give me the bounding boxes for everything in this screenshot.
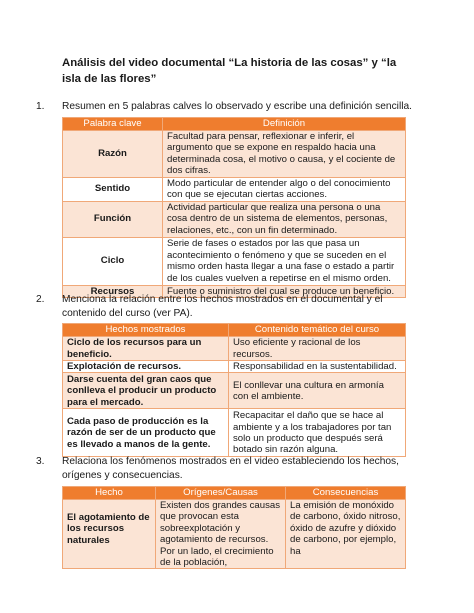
table-row xyxy=(63,500,406,569)
question-2 xyxy=(36,293,383,319)
question-3 xyxy=(36,455,399,481)
question-number: 2. xyxy=(36,294,45,305)
document-title: Análisis del video documental “La historia de las cosas” y “la isla de las flores” xyxy=(62,57,397,85)
column-header: Consecuencias xyxy=(286,487,406,500)
content-cell: Responsabilidad en la sustentabilidad. xyxy=(229,361,406,373)
consequences-cell: La emisión de monóxido de carbono, óxido nitroso, óxido de azufre y dióxido de carbono, por ejemplo, ha xyxy=(286,500,406,569)
keyword-cell: Razón xyxy=(63,131,163,178)
column-header: Definición xyxy=(163,118,406,131)
table-row xyxy=(63,237,406,285)
question-1 xyxy=(36,100,412,114)
question-text: Relaciona los fenómenos mostrados en el video estableciendo los hechos, orígenes y consecuencias. xyxy=(62,456,399,481)
definition-cell: Actividad particular que realiza una persona o una cosa dentro de un sistema de elementos, personas, relaciones, etc., con un fin determinado. xyxy=(163,201,406,237)
definition-cell: Facultad para pensar, reflexionar e inferir, el argumento que se expone en respaldo hacia una determinada cosa, el motivo o causa, y el cociente de dos cifras. xyxy=(163,131,406,178)
keyword-cell: Sentido xyxy=(63,177,163,201)
question-text: Resumen en 5 palabras calves lo observado y escribe una definición sencilla. xyxy=(62,101,412,112)
column-header: Hecho xyxy=(63,487,156,500)
fact-cell: Darse cuenta del gran caos que conlleva el producir un producto para el mercado. xyxy=(63,373,229,409)
fact-cell: El agotamiento de los recursos naturales xyxy=(63,500,156,569)
fact-cell: Cada paso de producción es la razón de ser de un producto que es llevado a manos de la gente. xyxy=(63,409,229,457)
content-cell: Recapacitar el daño que se hace al ambiente y a los trabajadores por tan solo un producto que después será botado sin razón alguna. xyxy=(229,409,406,457)
table-header-row xyxy=(63,118,406,131)
definition-cell: Fuente o suministro del cual se produce un beneficio. xyxy=(163,285,406,297)
question-number: 3. xyxy=(36,456,45,467)
keywords-table xyxy=(62,117,406,298)
table-row xyxy=(63,337,406,361)
content-cell: Uso eficiente y racional de los recursos. xyxy=(229,337,406,361)
table-row xyxy=(63,201,406,237)
column-header: Palabra clave xyxy=(63,118,163,131)
table-row xyxy=(63,131,406,178)
fact-cell: Explotación de recursos. xyxy=(63,361,229,373)
table-header-row xyxy=(63,324,406,337)
definition-cell: Serie de fases o estados por las que pasa un acontecimiento o fenómeno y que se suceden en el mismo orden hasta llegar a una fase o estado a partir de los cuales vuelven a repetirse en el mismo orden. xyxy=(163,237,406,285)
causes-cell: Existen dos grandes causas que provocan esta sobreexplotación y agotamiento de recursos. Por un lado, el crecimiento de la población, xyxy=(156,500,286,569)
fact-cell: Ciclo de los recursos para un beneficio. xyxy=(63,337,229,361)
content-cell: El conllevar una cultura en armonía con el ambiente. xyxy=(229,373,406,409)
keyword-cell: Ciclo xyxy=(63,237,163,285)
table-header-row xyxy=(63,487,406,500)
definition-cell: Modo particular de entender algo o del conocimiento con que se ejecutan ciertas acciones. xyxy=(163,177,406,201)
question-text: Menciona la relación entre los hechos mostrados en el documental y el contenido del curso (ver PA). xyxy=(62,294,383,319)
phenomena-table xyxy=(62,486,406,569)
column-header: Orígenes/Causas xyxy=(156,487,286,500)
table-row xyxy=(63,373,406,409)
keyword-cell: Recursos xyxy=(63,285,163,297)
table-row xyxy=(63,177,406,201)
column-header: Hechos mostrados xyxy=(63,324,229,337)
relation-table xyxy=(62,323,406,457)
question-number: 1. xyxy=(36,101,45,112)
table-row xyxy=(63,361,406,373)
table-row xyxy=(63,409,406,457)
column-header: Contenido temático del curso xyxy=(229,324,406,337)
keyword-cell: Función xyxy=(63,201,163,237)
